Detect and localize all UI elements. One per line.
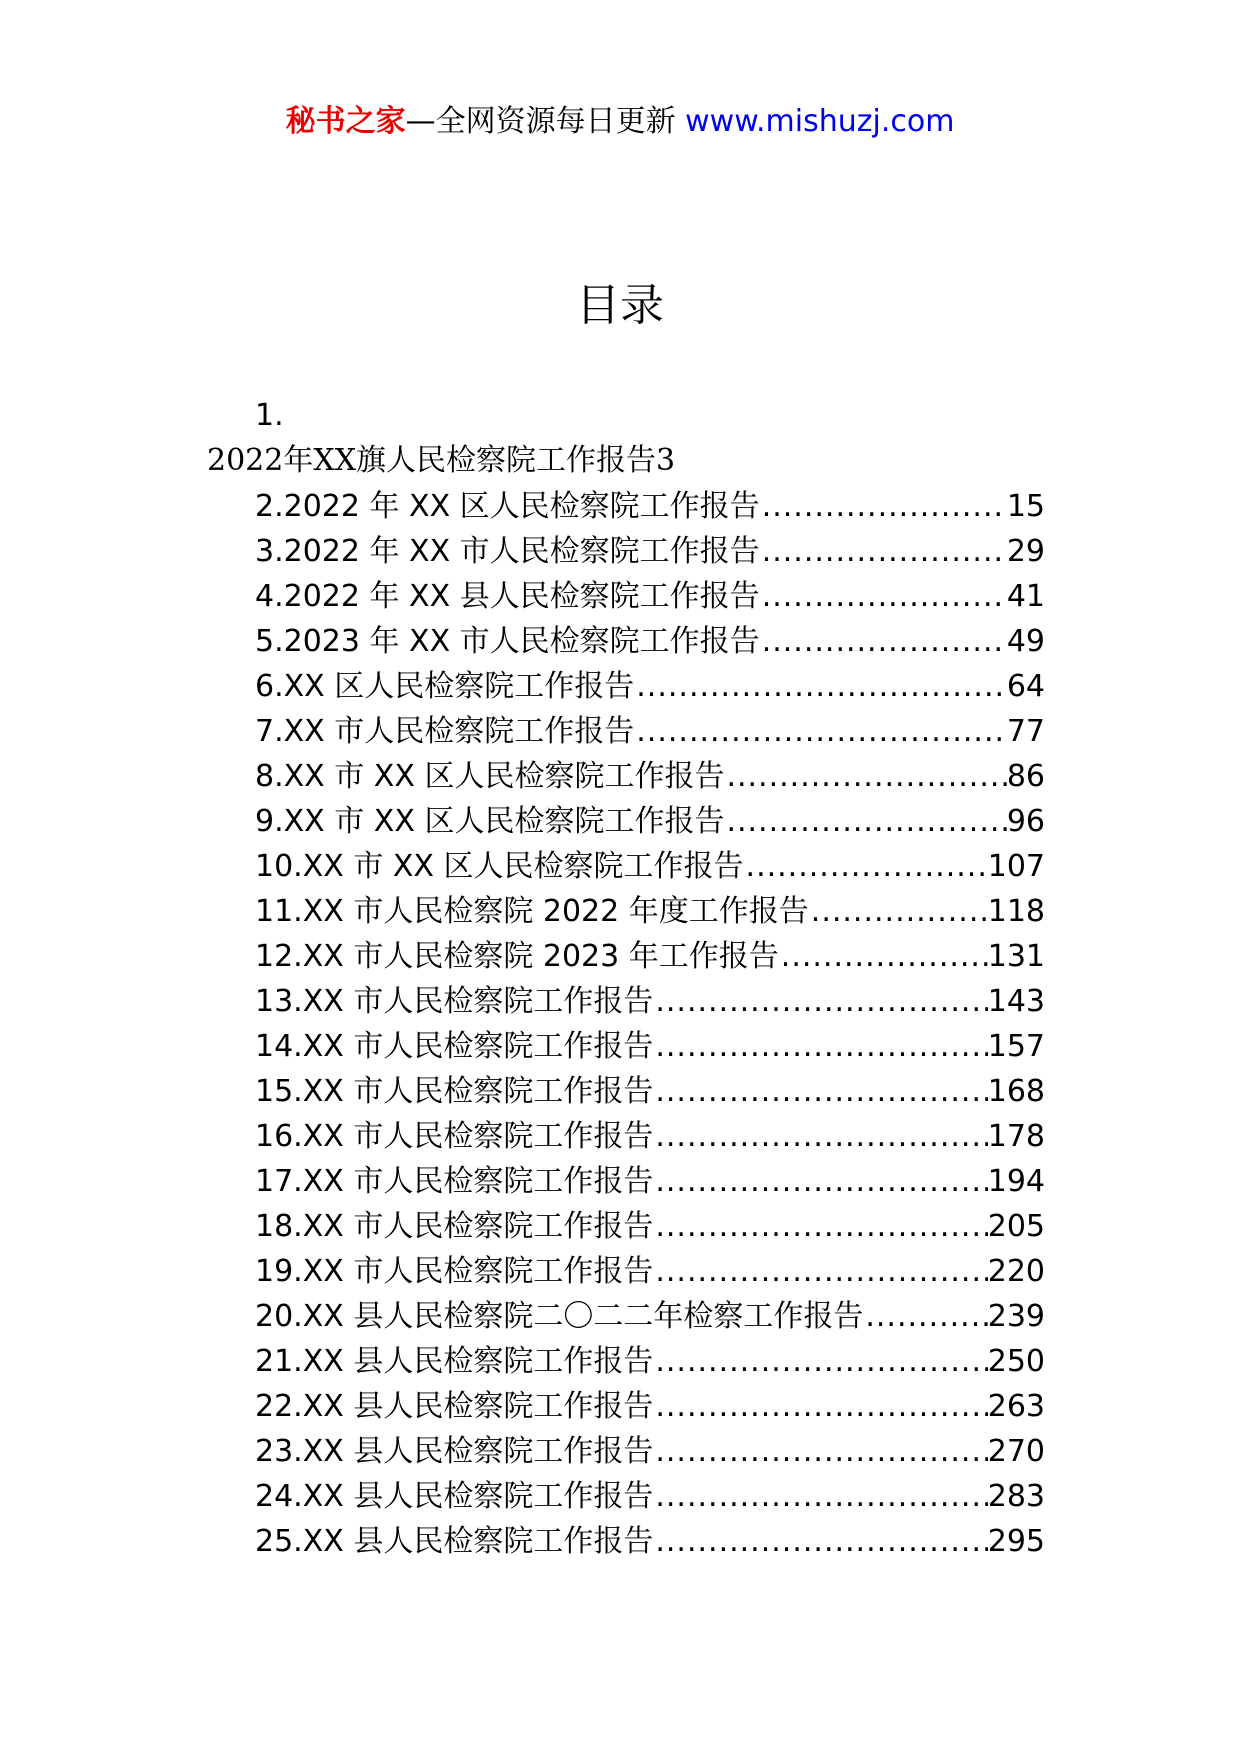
toc-entry-label: 13.XX 市人民检察院工作报告 [255,984,654,1019]
toc-entry-page-number: 49 [1006,624,1045,659]
toc-entry-label: 18.XX 市人民检察院工作报告 [255,1209,654,1244]
toc-entry-page-number: 168 [987,1074,1045,1109]
toc-entry-label: 17.XX 市人民检察院工作报告 [255,1164,654,1199]
toc-dot-leader [809,889,988,934]
toc-entry-label: 7.XX 市人民检察院工作报告 [255,714,635,749]
toc-dot-leader [634,709,1007,754]
toc-entry-label: 6.XX 区人民检察院工作报告 [255,669,635,704]
toc-entry[interactable] [255,664,1045,709]
toc-entry[interactable] [255,1339,1045,1384]
toc-entry[interactable] [255,1159,1045,1204]
toc-entry-page-number: 295 [987,1524,1045,1559]
toc-entry-label: 25.XX 县人民检察院工作报告 [255,1524,654,1559]
toc-dot-leader [653,1024,987,1069]
toc-dot-leader [863,1294,987,1339]
toc-dot-leader [653,979,987,1024]
toc-entry-page-number: 96 [1006,804,1045,839]
toc-entry[interactable] [255,1429,1045,1474]
toc-entry-page-number: 143 [987,984,1045,1019]
toc-entry-page-number: 239 [987,1299,1045,1334]
toc-entry-label: 23.XX 县人民检察院工作报告 [255,1434,654,1469]
toc-entry-page-number: 250 [987,1344,1045,1379]
toc-entry-page-number: 64 [1006,669,1045,704]
toc-dot-leader [653,1429,987,1474]
toc-entry-1-text[interactable]: 2022年XX旗人民检察院工作报告3 [207,443,676,478]
toc-entry[interactable] [255,889,1045,934]
toc-entry[interactable] [255,1294,1045,1339]
table-of-contents [255,484,1045,1564]
toc-dot-leader [634,664,1007,709]
toc-entry-label: 24.XX 县人民检察院工作报告 [255,1479,654,1514]
page-title: 目录 [576,280,664,331]
toc-entry[interactable] [255,754,1045,799]
toc-entry[interactable] [255,619,1045,664]
toc-dot-leader [760,484,1007,529]
toc-dot-leader [653,1204,987,1249]
toc-entry-1-number: 1. [255,398,284,433]
toc-entry-label: 22.XX 县人民检察院工作报告 [255,1389,654,1424]
toc-entry-page-number: 220 [987,1254,1045,1289]
toc-entry[interactable] [255,1519,1045,1564]
toc-entry-label: 21.XX 县人民检察院工作报告 [255,1344,654,1379]
toc-entry[interactable] [255,799,1045,844]
toc-entry-label: 5.2023 年 XX 市人民检察院工作报告 [255,624,760,659]
toc-dot-leader [653,1249,987,1294]
toc-dot-leader [760,574,1007,619]
toc-entry-page-number: 283 [987,1479,1045,1514]
toc-entry-label: 10.XX 市 XX 区人民检察院工作报告 [255,849,744,884]
toc-dot-leader [760,619,1007,664]
toc-dot-leader [653,1159,987,1204]
toc-entry-label: 20.XX 县人民检察院二〇二二年检察工作报告 [255,1299,864,1334]
toc-dot-leader [653,1474,987,1519]
toc-entry-label: 8.XX 市 XX 区人民检察院工作报告 [255,759,725,794]
header-tagline: —全网资源每日更新 [405,104,686,139]
toc-entry-page-number: 86 [1006,759,1045,794]
toc-entry-label: 15.XX 市人民检察院工作报告 [255,1074,654,1109]
site-header [0,102,1240,142]
toc-entry[interactable] [255,934,1045,979]
toc-dot-leader [724,754,1006,799]
toc-dot-leader [724,799,1006,844]
toc-entry[interactable] [255,979,1045,1024]
toc-dot-leader [760,529,1007,574]
toc-entry[interactable] [255,1474,1045,1519]
toc-entry[interactable] [255,484,1045,529]
toc-entry[interactable] [255,1249,1045,1294]
toc-entry-page-number: 263 [987,1389,1045,1424]
toc-entry-page-number: 107 [987,849,1045,884]
toc-entry[interactable] [255,709,1045,754]
brand-name: 秘书之家 [285,104,406,139]
toc-entry[interactable] [255,529,1045,574]
toc-dot-leader [653,1384,987,1429]
toc-entry-label: 12.XX 市人民检察院 2023 年工作报告 [255,939,779,974]
toc-entry-page-number: 194 [987,1164,1045,1199]
toc-entry-label: 3.2022 年 XX 市人民检察院工作报告 [255,534,760,569]
toc-entry-page-number: 15 [1006,489,1045,524]
toc-entry[interactable] [255,1384,1045,1429]
toc-entry-label: 19.XX 市人民检察院工作报告 [255,1254,654,1289]
toc-dot-leader [744,844,988,889]
toc-dot-leader [653,1519,987,1564]
toc-entry-page-number: 77 [1006,714,1045,749]
toc-entry[interactable] [255,1024,1045,1069]
toc-dot-leader [779,934,988,979]
toc-entry-page-number: 270 [987,1434,1045,1469]
toc-dot-leader [653,1114,987,1159]
toc-entry[interactable] [255,574,1045,619]
toc-entry-label: 9.XX 市 XX 区人民检察院工作报告 [255,804,725,839]
toc-entry-label: 2.2022 年 XX 区人民检察院工作报告 [255,489,760,524]
toc-entry-page-number: 178 [987,1119,1045,1154]
toc-entry-page-number: 157 [987,1029,1045,1064]
toc-entry-label: 4.2022 年 XX 县人民检察院工作报告 [255,579,760,614]
toc-entry[interactable] [255,1069,1045,1114]
site-url-link[interactable]: www.mishuzj.com [685,104,955,139]
toc-entry-page-number: 41 [1006,579,1045,614]
toc-entry-label: 14.XX 市人民检察院工作报告 [255,1029,654,1064]
toc-entry[interactable] [255,1114,1045,1159]
toc-entry[interactable] [255,1204,1045,1249]
toc-entry-label: 16.XX 市人民检察院工作报告 [255,1119,654,1154]
toc-entry-page-number: 118 [987,894,1045,929]
toc-entry-page-number: 131 [987,939,1045,974]
toc-entry-label: 11.XX 市人民检察院 2022 年度工作报告 [255,894,809,929]
toc-entry-page-number: 205 [987,1209,1045,1244]
toc-entry[interactable] [255,844,1045,889]
toc-entry-page-number: 29 [1006,534,1045,569]
toc-dot-leader [653,1069,987,1114]
toc-dot-leader [653,1339,987,1384]
